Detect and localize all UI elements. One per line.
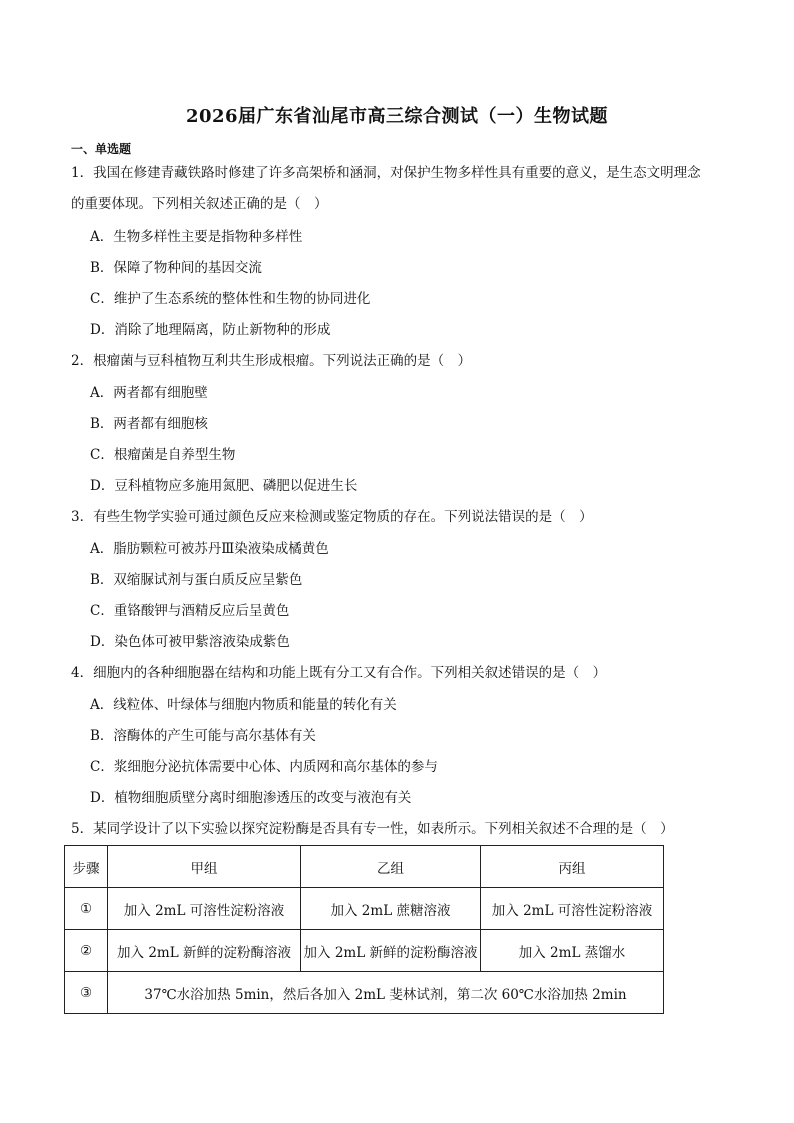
question-5-stem: 5．某同学设计了以下实验以探究淀粉酶是否具有专一性，如表所示。下列相关叙述不合理的是（ ）: [71, 821, 674, 837]
question-1-stem-line-1: 1．我国在修建青藏铁路时修建了许多高架桥和涵洞，对保护生物多样性具有重要的意义，是生态文明理念: [71, 165, 701, 181]
table-cell: ③: [65, 972, 108, 1014]
table-cell: 加入 2mL 新鲜的淀粉酶溶液: [301, 930, 481, 972]
question-1-option-a: A．生物多样性主要是指物种多样性: [90, 229, 303, 245]
table-header-cell: 步骤: [65, 846, 108, 888]
table-cell: 加入 2mL 可溶性淀粉溶液: [481, 888, 664, 930]
question-3-option-c: C．重铬酸钾与酒精反应后呈黄色: [90, 603, 290, 619]
table-row: [65, 972, 664, 1014]
table-cell: ①: [65, 888, 108, 930]
table-merged-cell: 37℃水浴加热 5min，然后各加入 2mL 斐林试剂，第二次 60℃水浴加热 2min: [108, 972, 664, 1014]
table-cell: 加入 2mL 蒸馏水: [481, 930, 664, 972]
question-2-stem: 2．根瘤菌与豆科植物互利共生形成根瘤。下列说法正确的是（ ）: [71, 353, 472, 369]
question-3-option-b: B．双缩脲试剂与蛋白质反应呈紫色: [90, 572, 303, 588]
table-cell: ②: [65, 930, 108, 972]
page-title: 2026届广东省汕尾市高三综合测试（一）生物试题: [185, 106, 609, 127]
question-1-option-d: D．消除了地理隔离，防止新物种的形成: [90, 322, 331, 338]
table-header-cell: 甲组: [108, 846, 301, 888]
question-3-option-a: A．脂肪颗粒可被苏丹Ⅲ染液染成橘黄色: [90, 541, 329, 557]
table-row: [65, 930, 664, 972]
question-2-option-c: C．根瘤菌是自养型生物: [90, 447, 236, 463]
table-header-cell: 乙组: [301, 846, 481, 888]
question-4-option-d: D．植物细胞质壁分离时细胞渗透压的改变与液泡有关: [90, 790, 412, 806]
question-2-option-a: A．两者都有细胞壁: [90, 385, 208, 401]
table-header-row: [65, 846, 664, 888]
question-4-option-c: C．浆细胞分泌抗体需要中心体、内质网和高尔基体的参与: [90, 759, 438, 775]
table-cell: 加入 2mL 可溶性淀粉溶液: [108, 888, 301, 930]
table-cell: 加入 2mL 蔗糖溶液: [301, 888, 481, 930]
question-1-option-b: B．保障了物种间的基因交流: [90, 260, 262, 276]
question-1-option-c: C．维护了生态系统的整体性和生物的协同进化: [90, 291, 371, 307]
question-3-stem: 3．有些生物学实验可通过颜色反应来检测或鉴定物质的存在。下列说法错误的是（ ）: [71, 509, 593, 525]
question-4-option-b: B．溶酶体的产生可能与高尔基体有关: [90, 728, 316, 744]
section-heading: 一、单选题: [71, 142, 132, 156]
question-2-option-b: B．两者都有细胞核: [90, 416, 208, 432]
question-2-option-d: D．豆科植物应多施用氮肥、磷肥以促进生长: [90, 478, 358, 494]
table-header-cell: 丙组: [481, 846, 664, 888]
question-1-stem-line-2: 的重要体现。下列相关叙述正确的是（ ）: [71, 196, 328, 212]
question-3-option-d: D．染色体可被甲紫溶液染成紫色: [90, 634, 290, 650]
experiment-table: [64, 845, 664, 1014]
table-cell: 加入 2mL 新鲜的淀粉酶溶液: [108, 930, 301, 972]
table-row: [65, 888, 664, 930]
question-4-stem: 4．细胞内的各种细胞器在结构和功能上既有分工又有合作。下列相关叙述错误的是（ ）: [71, 665, 607, 681]
question-4-option-a: A．线粒体、叶绿体与细胞内物质和能量的转化有关: [90, 697, 397, 713]
